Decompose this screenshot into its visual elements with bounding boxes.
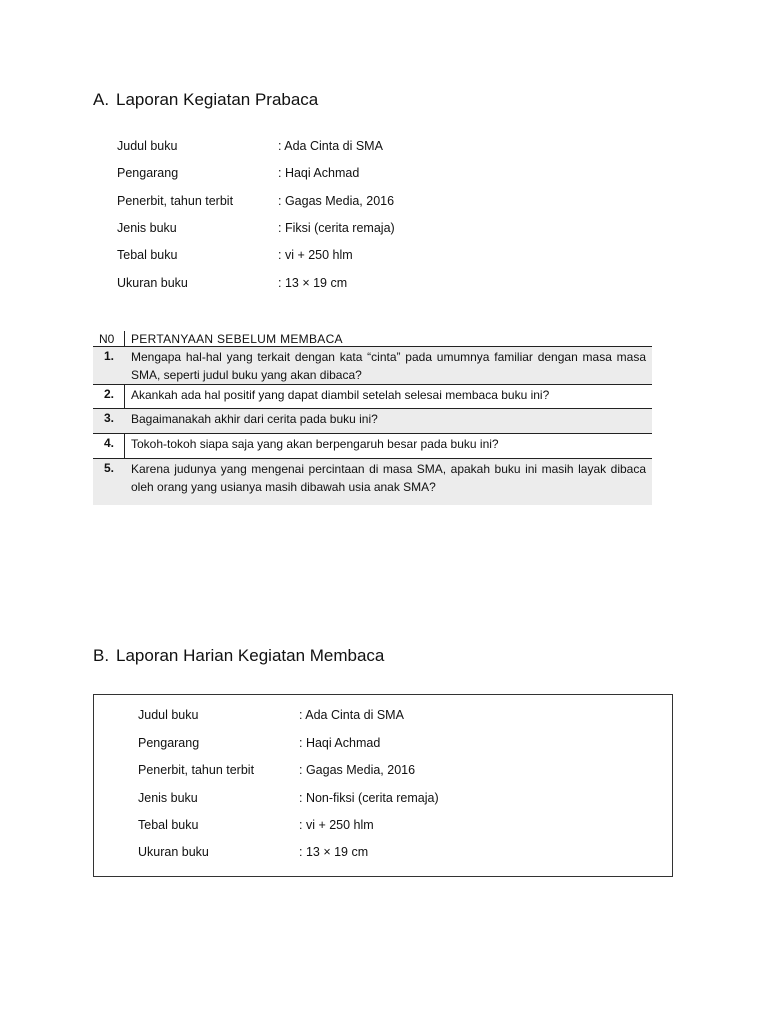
row-question: Karena judunya yang mengenai percintaan di masa SMA, apakah buku ini masih layak dibaca oleh orang yang usianya masih dibawah usia anak SMA? [131, 462, 646, 494]
info-value: : 13 × 19 cm [278, 276, 348, 290]
table-row [93, 346, 652, 384]
info-label: Judul buku [138, 708, 199, 722]
table-row [93, 384, 652, 408]
row-number: 5. [103, 461, 114, 475]
header-title: PERTANYAAN SEBELUM MEMBACA [131, 332, 343, 346]
info-label: Pengarang [138, 736, 200, 750]
info-label: Jenis buku [117, 221, 177, 235]
info-value: : Gagas Media, 2016 [299, 763, 416, 777]
info-label: Ukuran buku [138, 845, 209, 859]
info-label: Pengarang [117, 166, 179, 180]
info-label: Tebal buku [138, 818, 199, 832]
row-question: Mengapa hal-hal yang terkait dengan kata “cinta” pada umumnya familiar dengan masa masa SMA, seperti judul buku yang akan dibaca? [131, 350, 646, 382]
section-b-letter: B. [93, 646, 110, 665]
section-a-letter: A. [93, 90, 110, 109]
table-row [93, 433, 652, 458]
info-value: : Haqi Achmad [278, 166, 360, 180]
row-number: 4. [103, 436, 114, 450]
section-a-title: Laporan Kegiatan Prabaca [116, 90, 319, 109]
row-number: 3. [103, 411, 114, 425]
section-b-title: Laporan Harian Kegiatan Membaca [116, 646, 385, 665]
info-value: : vi + 250 hlm [278, 248, 353, 262]
info-value: : Non-fiksi (cerita remaja) [299, 791, 439, 805]
info-value: : Haqi Achmad [299, 736, 381, 750]
info-label: Penerbit, tahun terbit [117, 194, 234, 208]
row-number: 1. [103, 349, 114, 363]
info-value: : Ada Cinta di SMA [278, 139, 383, 153]
info-label: Judul buku [117, 139, 178, 153]
info-label: Penerbit, tahun terbit [138, 763, 255, 777]
row-question: Akankah ada hal positif yang dapat diambil setelah selesai membaca buku ini? [131, 388, 550, 402]
info-label: Jenis buku [138, 791, 198, 805]
header-no: N0 [99, 332, 115, 346]
table-row [93, 458, 652, 505]
info-value: : Gagas Media, 2016 [278, 194, 395, 208]
row-question: Tokoh-tokoh siapa saja yang akan berpengaruh besar pada buku ini? [131, 437, 499, 451]
section-a-heading [93, 90, 318, 110]
section-b-heading [93, 646, 384, 666]
info-value: : Fiksi (cerita remaja) [278, 221, 395, 235]
info-label: Tebal buku [117, 248, 178, 262]
info-value: : Ada Cinta di SMA [299, 708, 404, 722]
info-value: : vi + 250 hlm [299, 818, 374, 832]
table-row [93, 408, 652, 433]
info-label: Ukuran buku [117, 276, 188, 290]
info-value: : 13 × 19 cm [299, 845, 369, 859]
table-header [93, 331, 652, 346]
row-question: Bagaimanakah akhir dari cerita pada buku ini? [131, 412, 378, 426]
row-number: 2. [103, 387, 114, 401]
pre-reading-questions-table [93, 331, 652, 505]
